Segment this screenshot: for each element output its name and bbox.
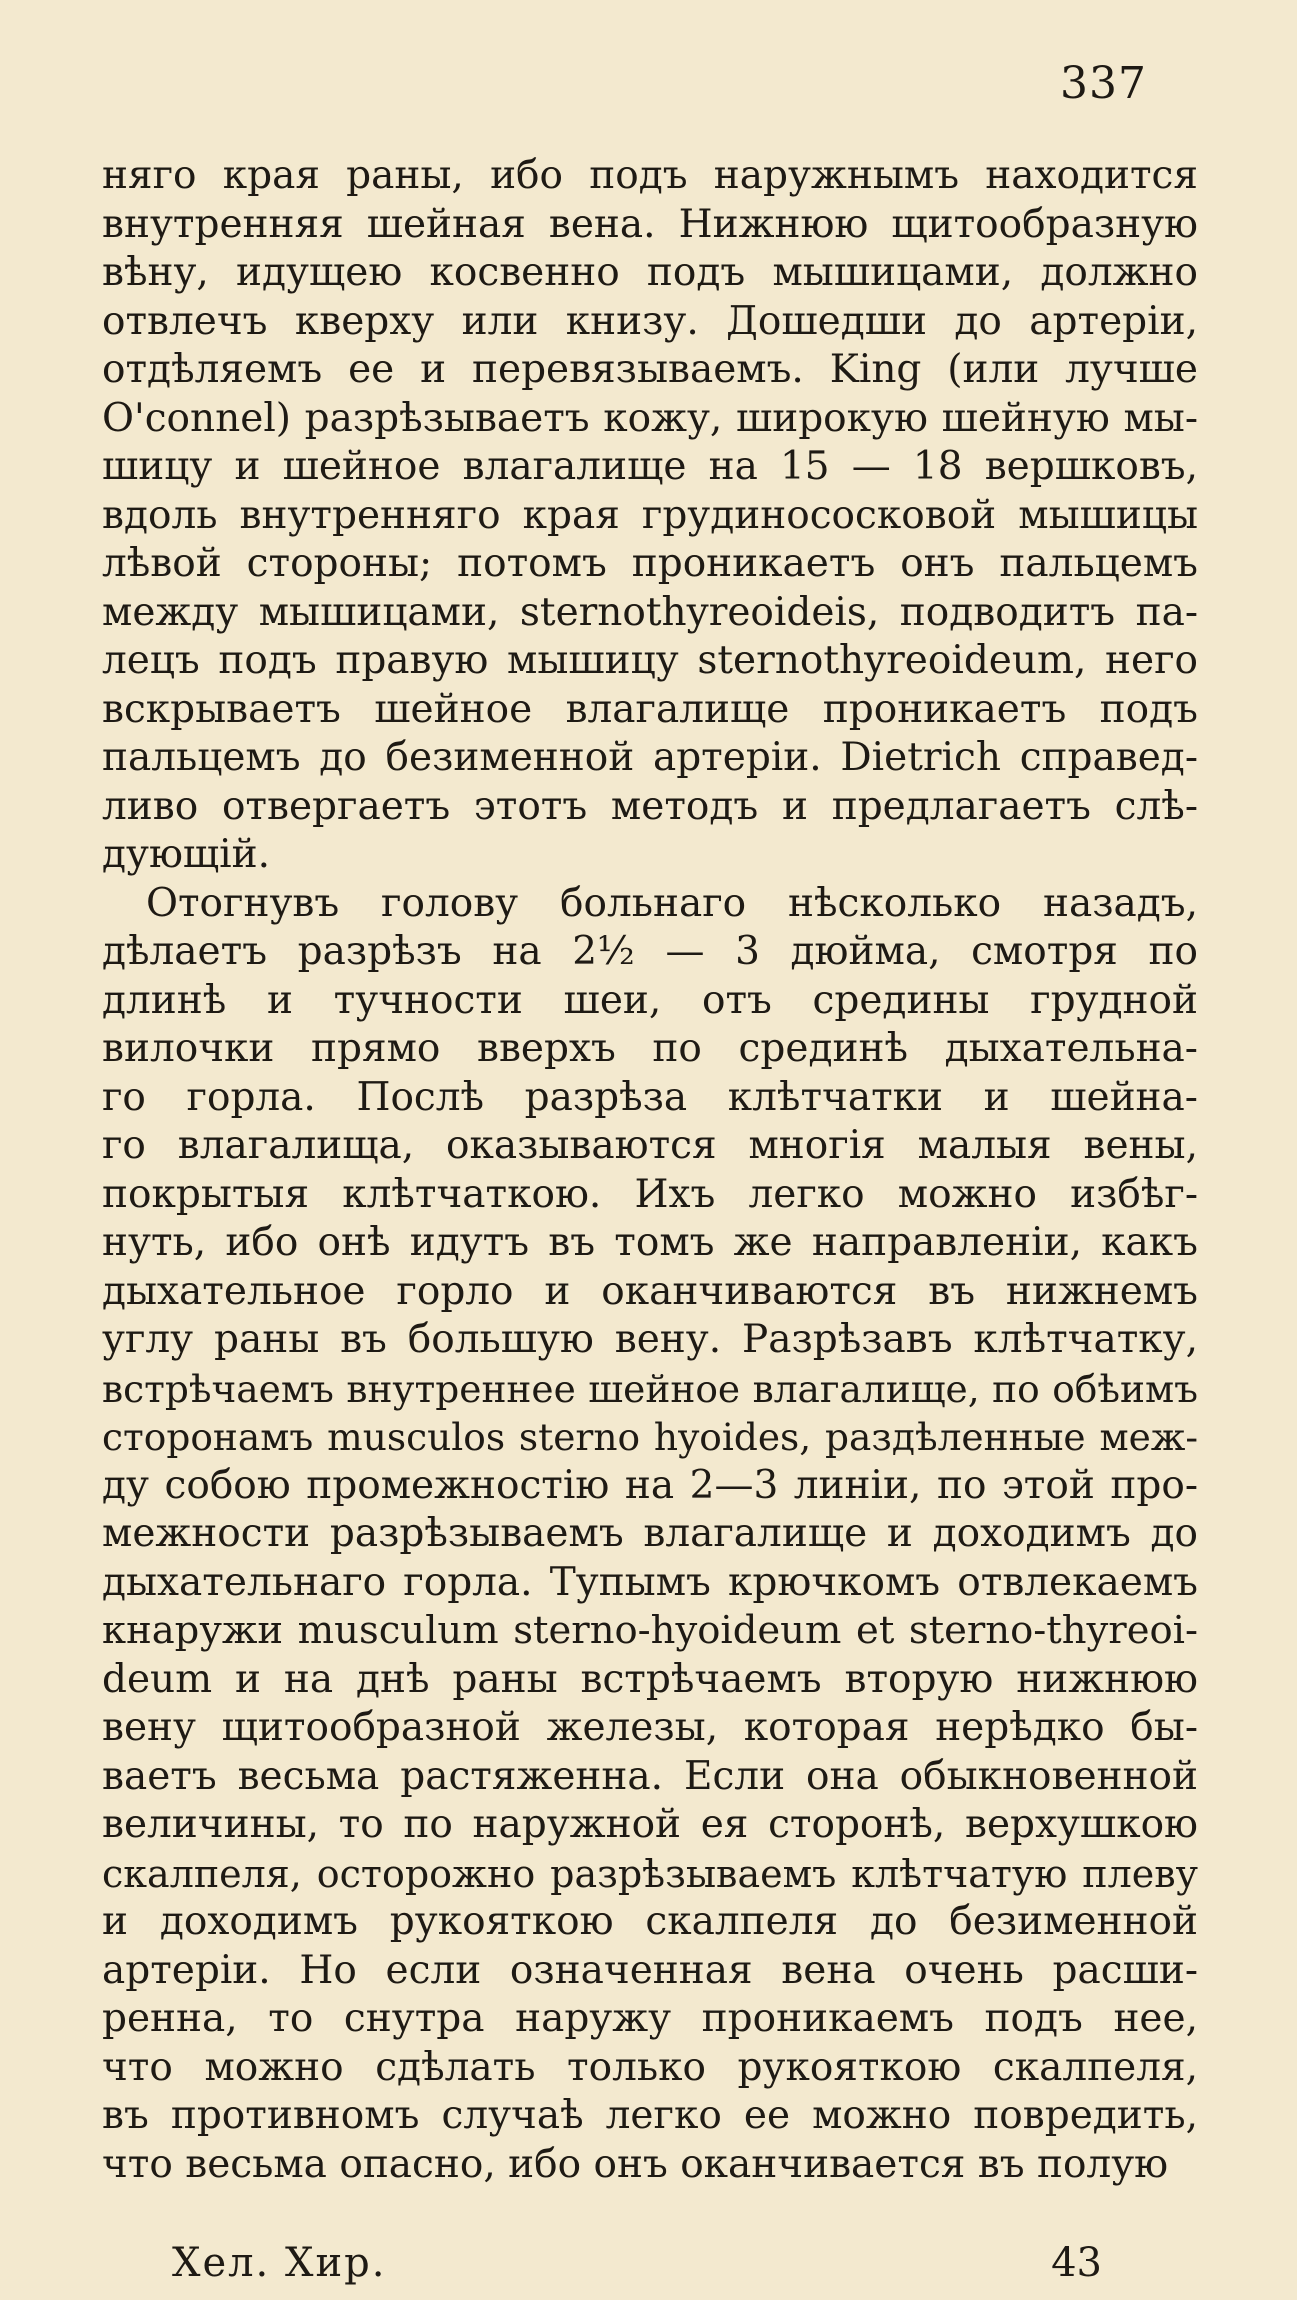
- text-line: кнаружи musculum sterno-hyoideum et sterno-thyreoi-: [102, 1608, 1198, 1653]
- text-line: ваетъ весьма растяженна. Если она обыкновенной: [102, 1753, 1198, 1799]
- text-line: ренна, то снутра наружу проникаемъ подъ нее,: [102, 1996, 1198, 2041]
- text-line: и доходимъ рукояткою скалпеля до безименной: [102, 1899, 1198, 1944]
- text-line: deum и на днѣ раны встрѣчаемъ вторую нижнюю: [102, 1656, 1198, 1702]
- text-line: дѣлаетъ разрѣзъ на 2½ — 3 дюйма, смотря по: [102, 929, 1198, 974]
- text-line: дыхательнаго горла. Тупымъ крючкомъ отвлекаемъ: [102, 1559, 1198, 1605]
- text-line: вдоль внутренняго края грудиносocковой мышицы: [102, 492, 1198, 538]
- text-line: длинѣ и тучности шеи, отъ средины грудной: [102, 977, 1198, 1023]
- text-line: дующій.: [102, 832, 271, 877]
- text-line: величины, то по наружной ея сторонѣ, верхушкою: [102, 1802, 1198, 1847]
- text-line: няго края раны, ибо подъ наружнымъ находится: [102, 153, 1198, 198]
- text-line: скалпеля, осторожно разрѣзываемъ клѣтчатую плеву: [102, 1851, 1198, 1896]
- text-line: углу раны въ большую вену. Разрѣзавъ клѣтчатку,: [102, 1317, 1198, 1362]
- text-line: артеріи. Но если означенная вена очень расши-: [102, 1947, 1198, 1993]
- text-line: сторонамъ musculos sterno hyoides, раздѣленные меж-: [102, 1415, 1198, 1459]
- text-line: го горла. Послѣ разрѣза клѣтчатки и шейна-: [102, 1074, 1198, 1120]
- text-line: лецъ подъ правую мышицу sternothyreoideum, него: [102, 638, 1198, 683]
- text-line: что весьма опасно, ибо онъ оканчивается въ полую: [102, 2141, 1169, 2187]
- text-line: отдѣляемъ ее и перевязываемъ. King (или лучше: [102, 347, 1198, 392]
- text-line: Отогнувъ голову больнаго нѣсколько назадъ,: [146, 880, 1198, 926]
- text-line: встрѣчаемъ внутреннее шейное влагалище, по обѣимъ: [102, 1366, 1198, 1411]
- body-text: [102, 152, 1198, 2189]
- text-line: вѣну, идущею косвенно подъ мышицами, должно: [102, 250, 1198, 295]
- printer-signature: Хел. Хир.: [172, 2240, 387, 2286]
- text-line: покрытыя клѣтчаткою. Ихъ легко можно избѣг-: [102, 1171, 1198, 1217]
- text-line: дыхательное горло и оканчиваются въ нижнемъ: [102, 1268, 1198, 1314]
- text-line: вену щитообразной железы, которая нерѣдко бы-: [102, 1705, 1198, 1750]
- text-line: вскрываетъ шейное влагалище проникаетъ подъ: [102, 686, 1198, 732]
- text-line: шицу и шейное влагалище на 15 — 18 вершковъ,: [102, 444, 1198, 489]
- text-line: внутренняя шейная вена. Нижнюю щитообразную: [102, 201, 1198, 247]
- text-line: въ противномъ случаѣ легко ее можно повредить,: [102, 2093, 1198, 2138]
- text-line: что можно сдѣлать только рукояткою скалпеля,: [102, 2044, 1198, 2090]
- page-number: 337: [1060, 58, 1147, 109]
- signature-number: 43: [1051, 2240, 1102, 2286]
- text-line: O'connel) разрѣзываетъ кожу, широкую шейную мы-: [102, 395, 1198, 441]
- text-line: го влагалища, оказываются многія малыя вены,: [102, 1123, 1198, 1168]
- text-line: нуть, ибо онѣ идутъ въ томъ же направленіи, какъ: [102, 1220, 1198, 1265]
- text-line: пальцемъ до безименной артеріи. Dietrich справед-: [102, 735, 1198, 780]
- text-line: межности разрѣзываемъ влагалище и доходимъ до: [102, 1511, 1198, 1556]
- text-line: ливо отвергаетъ этотъ методъ и предлагаетъ слѣ-: [102, 783, 1198, 829]
- text-line: между мышицами, sternothyreoideis, подводитъ па-: [102, 589, 1198, 635]
- text-line: ду собою промежностію на 2—3 линіи, по этой про-: [102, 1462, 1198, 1508]
- text-line: лѣвой стороны; потомъ проникаетъ онъ пальцемъ: [102, 541, 1198, 586]
- text-line: отвлечъ кверху или книзу. Дошедши до артеріи,: [102, 298, 1198, 344]
- text-line: вилочки прямо вверхъ по срединѣ дыхательна-: [102, 1026, 1198, 1071]
